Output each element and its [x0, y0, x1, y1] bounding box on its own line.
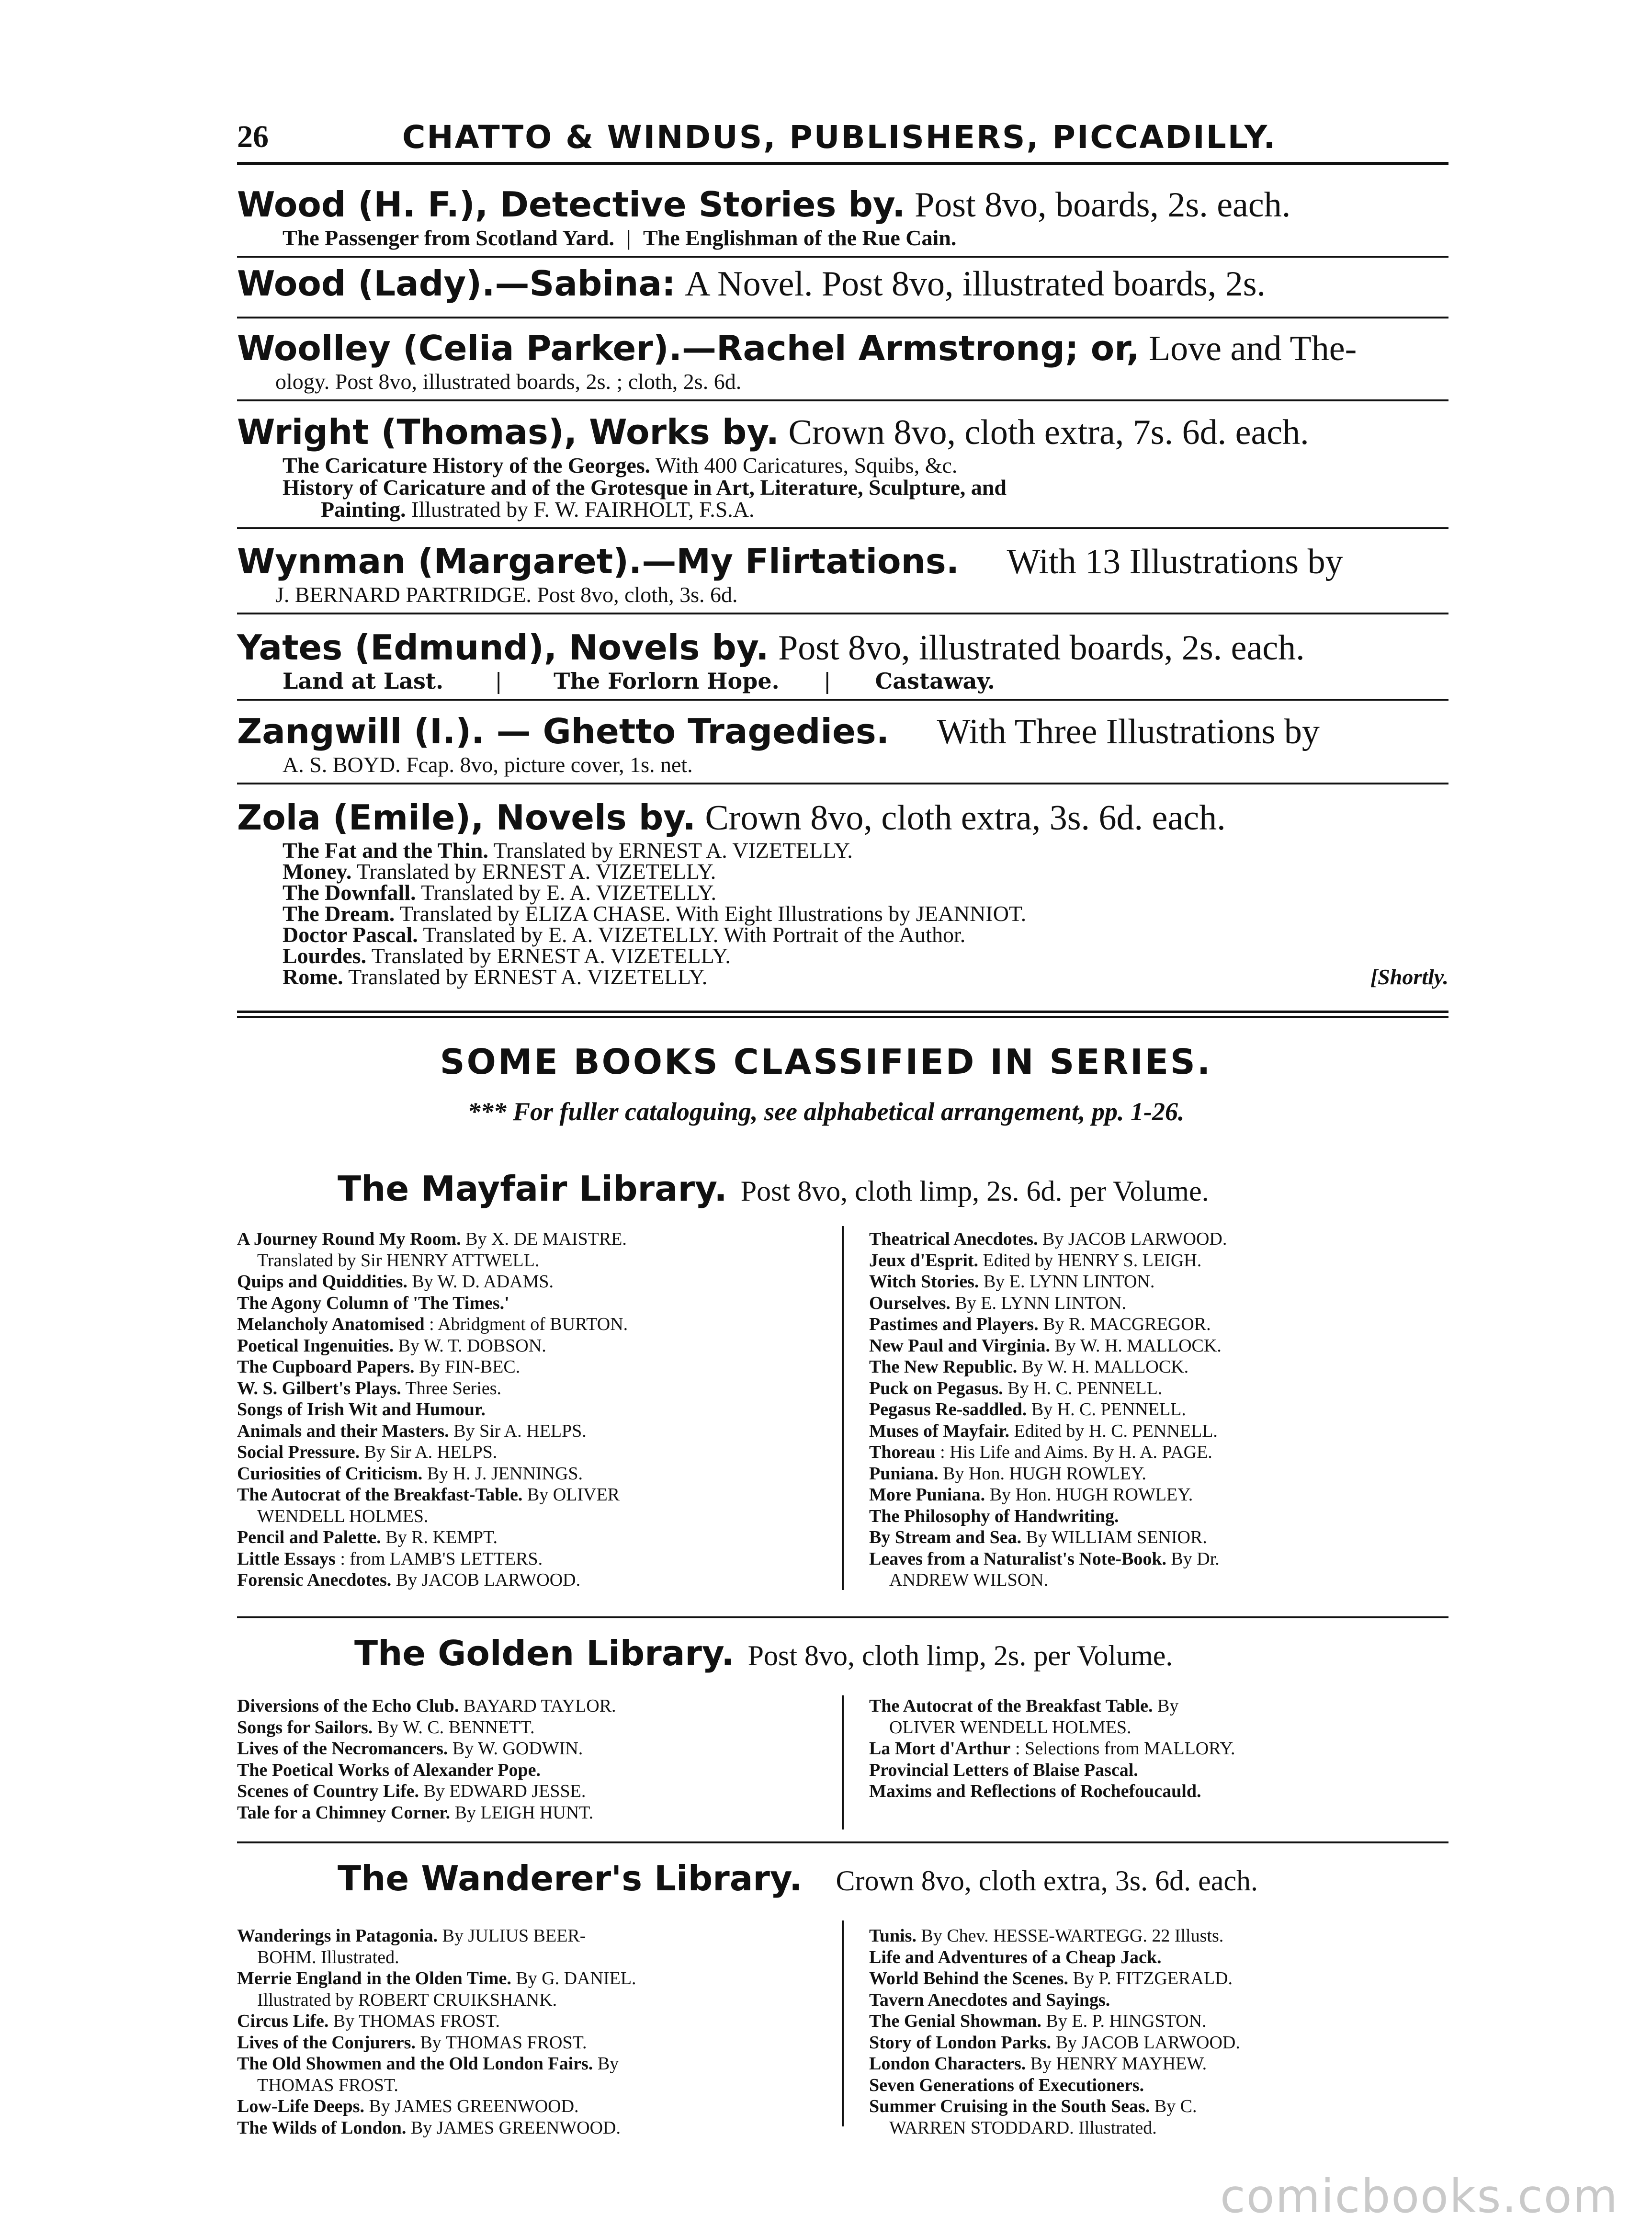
book-title: Pastimes and Players. — [869, 1314, 1039, 1334]
library-heading-wanderer — [338, 1858, 1487, 1898]
golden-right-column — [869, 1695, 1453, 1802]
book-title: Tavern Anecdotes and Sayings. — [869, 1989, 1110, 2010]
list-item — [869, 2011, 1453, 2032]
book-detail: By HENRY MAYHEW. — [1030, 2054, 1207, 2074]
book-title: Social Pressure. — [237, 1442, 360, 1462]
list-item — [237, 1569, 826, 1591]
book-detail: By JAMES GREENWOOD. — [369, 2096, 579, 2116]
list-item — [869, 1356, 1453, 1378]
book-title: The Passenger from Scotland Yard. — [283, 226, 614, 250]
book-title: Merrie England in the Olden Time. — [237, 1968, 511, 1988]
entry-rule — [237, 527, 1448, 529]
list-item — [869, 1527, 1453, 1548]
list-item — [869, 1925, 1453, 1947]
list-item — [237, 1760, 826, 1781]
book-detail: By THOMAS FROST. — [420, 2032, 587, 2053]
book-detail: By H. J. JENNINGS. — [427, 1463, 583, 1484]
list-item — [869, 1947, 1453, 1968]
book-title: Life and Adventures of a Cheap Jack. — [869, 1947, 1162, 1967]
book-detail: By FIN-BEC. — [419, 1357, 520, 1377]
book-title: Thoreau — [869, 1442, 936, 1462]
book-detail: By X. DE MAISTRE. — [465, 1229, 627, 1249]
book-detail: By JULIUS BEER- — [442, 1926, 586, 1946]
book-title: Forensic Anecdotes. — [237, 1570, 392, 1590]
book-title: Pencil and Palette. — [237, 1527, 381, 1547]
book-title: London Characters. — [869, 2054, 1026, 2074]
entry-name: Wynman (Margaret).—My Flirtations. — [237, 541, 960, 581]
shortly-note: [Shortly. — [1370, 965, 1448, 989]
library-name: The Wanderer's Library. — [338, 1858, 803, 1898]
book-detail: BOHM. Illustrated. — [257, 1947, 399, 1967]
book-detail: By JACOB LARWOOD. — [396, 1570, 581, 1590]
list-item — [869, 1314, 1453, 1335]
book-title: Castaway. — [875, 668, 995, 694]
list-item — [237, 1293, 826, 1314]
book-detail: By — [597, 2054, 619, 2074]
book-title: Quips and Quiddities. — [237, 1272, 407, 1292]
entry-desc: With 13 Illustrations by — [1007, 542, 1343, 581]
column-divider — [842, 1695, 844, 1829]
list-item — [869, 1569, 1453, 1591]
library-heading-golden — [354, 1633, 1504, 1673]
list-item — [869, 1968, 1453, 1989]
book-title: More Puniana. — [869, 1485, 985, 1505]
book-detail: Translated by E. A. VIZETELLY. With Portrait of the Author. — [423, 922, 966, 947]
entry-desc: A Novel. Post 8vo, illustrated boards, 2s. — [685, 264, 1266, 304]
book-title: Low-Life Deeps. — [237, 2096, 364, 2116]
book-title: Muses of Mayfair. — [869, 1420, 1010, 1441]
list-item — [237, 1250, 826, 1272]
book-title: Pegasus Re-saddled. — [869, 1399, 1027, 1420]
book-title: The Old Showmen and the Old London Fairs. — [237, 2054, 593, 2074]
book-detail: By OLIVER — [527, 1485, 620, 1505]
entry-woolley — [237, 326, 1448, 401]
book-title: The Fat and the Thin. — [283, 838, 488, 863]
book-title: Ourselves. — [869, 1293, 950, 1313]
entry-name: Wood (H. F.), Detective Stories by. — [237, 184, 905, 225]
book-title: The Autocrat of the Breakfast-Table. — [237, 1485, 523, 1505]
book-title: Puniana. — [869, 1463, 939, 1484]
list-item — [237, 2096, 826, 2117]
book-title: Land at Last. — [283, 668, 444, 694]
entry-rule — [237, 783, 1448, 784]
list-item — [237, 1695, 826, 1717]
book-title: Songs for Sailors. — [237, 1717, 373, 1738]
library-name: The Golden Library. — [354, 1633, 735, 1673]
list-item — [237, 2032, 826, 2054]
book-title: Songs of Irish Wit and Humour. — [237, 1399, 486, 1420]
book-detail: Translated by E. A. VIZETELLY. — [421, 880, 717, 905]
list-item — [869, 1293, 1453, 1314]
library-name: The Mayfair Library. — [338, 1169, 727, 1209]
book-title: Tale for a Chimney Corner. — [237, 1802, 451, 1823]
list-item — [869, 1506, 1453, 1527]
list-item — [869, 1484, 1453, 1506]
book-detail: By W. H. MALLOCK. — [1054, 1335, 1222, 1356]
series-note: *** For fuller cataloguing, see alphabetical arrangement, pp. 1-26. — [467, 1097, 1185, 1126]
list-item — [237, 1968, 826, 1989]
list-item — [869, 1463, 1453, 1485]
list-item — [869, 2032, 1453, 2054]
book-detail: With 400 Caricatures, Squibs, &c. — [655, 453, 958, 477]
entry-wright — [237, 409, 1448, 529]
entry-zangwill — [237, 709, 1448, 784]
book-title: The Autocrat of the Breakfast Table. — [869, 1696, 1153, 1716]
book-detail: Translated by ERNEST A. VIZETELLY. — [348, 965, 708, 989]
book-detail: By W. GODWIN. — [452, 1738, 583, 1759]
list-item — [237, 2011, 826, 2032]
list-item — [237, 1335, 826, 1357]
book-detail: By Chev. HESSE-WARTEGG. 22 Illusts. — [921, 1926, 1224, 1946]
book-title: Seven Generations of Executioners. — [869, 2075, 1144, 2095]
list-item — [237, 1989, 826, 2011]
mayfair-left-column — [237, 1228, 826, 1591]
book-title: Money. — [283, 859, 352, 884]
entry-name: Zangwill (I.). — Ghetto Tragedies. — [237, 711, 890, 751]
entry-name: Wright (Thomas), Works by. — [237, 412, 779, 452]
separator: | — [626, 226, 631, 250]
book-title: La Mort d'Arthur — [869, 1738, 1011, 1759]
book-detail: By THOMAS FROST. — [333, 2011, 500, 2031]
list-item — [869, 1228, 1453, 1250]
entry-wood-lady — [237, 261, 1448, 318]
section-rule — [237, 1841, 1448, 1843]
library-desc: Crown 8vo, cloth extra, 3s. 6d. each. — [836, 1865, 1258, 1897]
entry-rule — [237, 317, 1448, 318]
book-title: Doctor Pascal. — [283, 922, 418, 947]
book-title: Rome. — [283, 965, 343, 989]
mayfair-right-column — [869, 1228, 1453, 1591]
book-detail: By E. LYNN LINTON. — [983, 1272, 1155, 1292]
series-heading: SOME BOOKS CLASSIFIED IN SERIES. — [440, 1042, 1212, 1082]
book-title: Diversions of the Echo Club. — [237, 1696, 459, 1716]
book-detail: By R. MACGREGOR. — [1043, 1314, 1211, 1334]
list-item — [869, 1738, 1453, 1760]
book-title: The Caricature History of the Georges. — [283, 453, 651, 477]
list-item — [869, 2075, 1453, 2096]
entry-detail: J. BERNARD PARTRIDGE. Post 8vo, cloth, 3s. 6d. — [275, 582, 738, 607]
list-item — [869, 1399, 1453, 1420]
library-desc: Post 8vo, cloth limp, 2s. 6d. per Volume. — [740, 1175, 1209, 1207]
book-detail: Translated by Sir HENRY ATTWELL. — [257, 1250, 540, 1271]
library-desc: Post 8vo, cloth limp, 2s. per Volume. — [747, 1640, 1173, 1671]
book-title: Provincial Letters of Blaise Pascal. — [869, 1760, 1138, 1780]
entry-yates — [237, 625, 1448, 701]
book-title: A Journey Round My Room. — [237, 1229, 461, 1249]
book-title: The Cupboard Papers. — [237, 1357, 415, 1377]
entry-zola — [237, 795, 1448, 988]
book-detail: By C. — [1154, 2096, 1197, 2116]
book-title: Lives of the Conjurers. — [237, 2032, 416, 2053]
list-item — [869, 1442, 1453, 1463]
list-item — [237, 1271, 826, 1293]
list-item — [237, 1463, 826, 1485]
book-detail: By W. H. MALLOCK. — [1021, 1357, 1189, 1377]
list-item — [869, 2053, 1453, 2075]
book-title: Lives of the Necromancers. — [237, 1738, 448, 1759]
list-item — [237, 1925, 826, 1947]
book-detail: By H. C. PENNELL. — [1007, 1378, 1163, 1398]
book-title: Puck on Pegasus. — [869, 1378, 1003, 1398]
book-detail: By Dr. — [1171, 1548, 1220, 1569]
book-title: Maxims and Reflections of Rochefoucauld. — [869, 1781, 1201, 1801]
wanderer-right-column — [869, 1925, 1453, 2138]
book-title: History of Caricature and of the Grotesque in Art, Literature, Sculpture, and — [283, 475, 1007, 500]
entry-detail: ology. Post 8vo, illustrated boards, 2s. ; cloth, 2s. 6d. — [275, 369, 742, 394]
book-title: Jeux d'Esprit. — [869, 1250, 979, 1271]
book-detail: By E. LYNN LINTON. — [955, 1293, 1126, 1313]
book-title: Painting. — [321, 497, 406, 522]
book-title: Melancholy Anatomised — [237, 1314, 425, 1334]
entry-rule — [237, 699, 1448, 701]
book-detail: By JACOB LARWOOD. — [1055, 2032, 1240, 2053]
list-item — [237, 1781, 826, 1802]
book-detail: Edited by HENRY S. LEIGH. — [983, 1250, 1202, 1271]
separator: | — [823, 668, 831, 694]
book-title: The Downfall. — [283, 880, 416, 905]
book-detail: OLIVER WENDELL HOLMES. — [889, 1717, 1132, 1738]
entry-desc: Crown 8vo, cloth extra, 7s. 6d. each. — [788, 413, 1309, 452]
list-item — [237, 2053, 826, 2075]
book-title: The Englishman of the Rue Cain. — [643, 226, 957, 250]
list-item — [869, 1250, 1453, 1272]
book-detail: By JACOB LARWOOD. — [1042, 1229, 1227, 1249]
entry-desc: With Three Illustrations by — [937, 712, 1320, 751]
book-detail: By E. P. HINGSTON. — [1046, 2011, 1207, 2031]
golden-left-column — [237, 1695, 826, 1823]
book-detail: By G. DANIEL. — [516, 1968, 636, 1988]
book-title: Wanderings in Patagonia. — [237, 1926, 438, 1946]
entry-name: Wood (Lady).—Sabina: — [237, 263, 676, 304]
book-detail: Translated by ELIZA CHASE. With Eight Illustrations by JEANNIOT. — [399, 901, 1027, 926]
entry-rule — [237, 256, 1448, 258]
book-detail: ANDREW WILSON. — [889, 1570, 1049, 1590]
list-item — [869, 1420, 1453, 1442]
list-item — [237, 1399, 826, 1420]
page-header — [237, 119, 1448, 171]
list-item — [237, 1378, 826, 1399]
book-title: Poetical Ingenuities. — [237, 1335, 394, 1356]
book-detail: Illustrated by ROBERT CRUIKSHANK. — [257, 1989, 557, 2010]
list-item — [869, 1548, 1453, 1570]
header-rule — [237, 162, 1448, 165]
list-item — [237, 2075, 826, 2096]
book-detail: By P. FITZGERALD. — [1073, 1968, 1233, 1988]
book-detail: By Sir A. HELPS. — [453, 1420, 587, 1441]
book-detail: By H. C. PENNELL. — [1031, 1399, 1186, 1420]
book-title: Leaves from a Naturalist's Note-Book. — [869, 1548, 1166, 1569]
book-detail: Edited by H. C. PENNELL. — [1014, 1420, 1218, 1441]
list-item — [237, 1506, 826, 1527]
entry-name: Woolley (Celia Parker).—Rachel Armstrong; or, — [237, 328, 1140, 368]
list-item — [237, 1717, 826, 1738]
book-detail: By W. D. ADAMS. — [412, 1272, 554, 1292]
list-item — [237, 1527, 826, 1548]
entry-subline — [237, 227, 1448, 249]
entry-desc: Crown 8vo, cloth extra, 3s. 6d. each. — [705, 798, 1226, 838]
list-item — [869, 1378, 1453, 1399]
book-detail: : Selections from MALLORY. — [1015, 1738, 1235, 1759]
list-item — [869, 2096, 1453, 2117]
entry-wynman — [237, 539, 1448, 614]
list-item — [237, 1484, 826, 1506]
list-item — [237, 1548, 826, 1570]
list-item — [869, 1760, 1453, 1781]
book-detail: By W. C. BENNETT. — [377, 1717, 535, 1738]
book-title: Curiosities of Criticism. — [237, 1463, 423, 1484]
column-divider — [842, 1226, 844, 1590]
list-item — [869, 1695, 1453, 1717]
book-title: Little Essays — [237, 1548, 336, 1569]
book-detail: By LEIGH HUNT. — [454, 1802, 594, 1823]
book-detail: Illustrated by F. W. FAIRHOLT, F.S.A. — [411, 497, 755, 522]
watermark: comicbooks.com — [1220, 2170, 1618, 2223]
book-detail: WARREN STODDARD. Illustrated. — [889, 2117, 1157, 2138]
book-title: The Poetical Works of Alexander Pope. — [237, 1760, 541, 1780]
wanderer-left-column — [237, 1925, 826, 2138]
list-item — [237, 1356, 826, 1378]
book-title: The Genial Showman. — [869, 2011, 1042, 2031]
list-item — [869, 1781, 1453, 1802]
book-title: Scenes of Country Life. — [237, 1781, 419, 1801]
book-title: W. S. Gilbert's Plays. — [237, 1378, 401, 1398]
book-title: Lourdes. — [283, 943, 367, 968]
list-item — [237, 1420, 826, 1442]
list-item — [237, 1802, 826, 1824]
page-number: 26 — [237, 119, 269, 154]
book-title: By Stream and Sea. — [869, 1527, 1022, 1547]
book-detail: : from LAMB'S LETTERS. — [340, 1548, 543, 1569]
book-title: The Forlorn Hope. — [554, 668, 780, 694]
book-title: The Dream. — [283, 901, 395, 926]
list-item — [237, 1738, 826, 1760]
running-title: CHATTO & WINDUS, PUBLISHERS, PICCADILLY. — [402, 119, 1277, 156]
book-detail: By JAMES GREENWOOD. — [410, 2117, 621, 2138]
book-detail: : Abridgment of BURTON. — [429, 1314, 628, 1334]
book-detail: By WILLIAM SENIOR. — [1026, 1527, 1207, 1547]
book-detail: By W. T. DOBSON. — [398, 1335, 546, 1356]
entry-detail: A. S. BOYD. Fcap. 8vo, picture cover, 1s. net. — [283, 752, 693, 777]
book-title: Summer Cruising in the South Seas. — [869, 2096, 1150, 2116]
book-title: Story of London Parks. — [869, 2032, 1052, 2053]
list-item — [869, 2117, 1453, 2139]
list-item — [869, 1717, 1453, 1738]
entry-rule — [237, 613, 1448, 614]
book-title: Witch Stories. — [869, 1272, 979, 1292]
entry-desc: Post 8vo, illustrated boards, 2s. each. — [778, 628, 1305, 668]
list-item — [869, 1271, 1453, 1293]
book-title: The Agony Column of 'The Times.' — [237, 1293, 509, 1313]
entry-name: Zola (Emile), Novels by. — [237, 797, 696, 838]
entry-desc: Post 8vo, boards, 2s. each. — [915, 185, 1291, 225]
library-heading-mayfair — [338, 1169, 1487, 1209]
list-item — [237, 1947, 826, 1968]
column-divider — [842, 1920, 844, 2126]
entry-name: Yates (Edmund), Novels by. — [237, 627, 769, 668]
book-title: Circus Life. — [237, 2011, 329, 2031]
entry-rule — [237, 399, 1448, 401]
entry-wood-hf — [237, 182, 1448, 258]
book-detail: BAYARD TAYLOR. — [463, 1696, 616, 1716]
list-item — [237, 1314, 826, 1335]
list-item — [237, 1228, 826, 1250]
book-detail: By EDWARD JESSE. — [423, 1781, 586, 1801]
list-item — [237, 2117, 826, 2139]
list-item — [869, 1989, 1453, 2011]
section-rule — [237, 1616, 1448, 1618]
book-detail: By — [1157, 1696, 1179, 1716]
book-title: The New Republic. — [869, 1357, 1018, 1377]
book-detail: WENDELL HOLMES. — [257, 1506, 429, 1526]
section-double-rule — [237, 1011, 1448, 1018]
book-detail: : His Life and Aims. By H. A. PAGE. — [940, 1442, 1212, 1462]
list-item — [237, 1442, 826, 1463]
book-detail: Translated by ERNEST A. VIZETELLY. — [493, 838, 853, 863]
book-detail: Translated by ERNEST A. VIZETELLY. — [357, 859, 716, 884]
entry-desc: Love and The- — [1148, 329, 1357, 368]
book-detail: By Hon. HUGH ROWLEY. — [989, 1485, 1193, 1505]
book-detail: By Sir A. HELPS. — [364, 1442, 498, 1462]
book-title: Animals and their Masters. — [237, 1420, 449, 1441]
book-detail: By R. KEMPT. — [385, 1527, 498, 1547]
book-detail: THOMAS FROST. — [257, 2075, 398, 2095]
book-title: Theatrical Anecdotes. — [869, 1229, 1038, 1249]
book-title: World Behind the Scenes. — [869, 1968, 1068, 1988]
book-detail: By Hon. HUGH ROWLEY. — [943, 1463, 1146, 1484]
separator: | — [495, 668, 502, 694]
book-detail: Three Series. — [405, 1378, 502, 1398]
book-title: Tunis. — [869, 1926, 917, 1946]
book-title: New Paul and Virginia. — [869, 1335, 1050, 1356]
book-detail: Translated by ERNEST A. VIZETELLY. — [371, 943, 731, 968]
list-item — [869, 1335, 1453, 1357]
book-title: The Wilds of London. — [237, 2117, 407, 2138]
book-title: The Philosophy of Handwriting. — [869, 1506, 1119, 1526]
